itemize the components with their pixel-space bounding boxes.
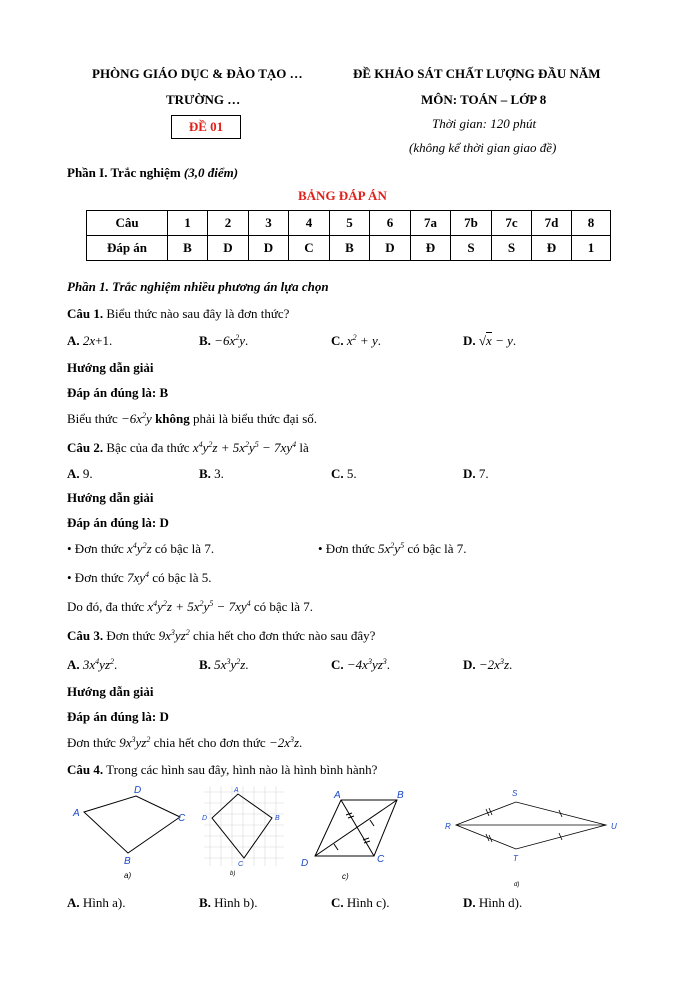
- figure-b: [198, 782, 288, 878]
- q3-stem: Câu 3. Đơn thức $9x^3yz^2$ chia hết cho đơn thức nào sau đây?: [67, 628, 376, 643]
- table-cell: 7c: [492, 211, 532, 236]
- answer-table-title: BẢNG ĐÁP ÁN: [298, 188, 387, 203]
- q1-guide-heading: Hướng dẫn giải: [67, 360, 154, 375]
- table-cell: Câu: [87, 211, 168, 236]
- figure-caption: a): [124, 871, 132, 880]
- q2-bullet-3: • Đơn thức $7xy^4$ có bậc là 5.: [67, 570, 212, 585]
- q2-bullet-2: • Đơn thức $5x^2y^5$ có bậc là 7.: [318, 541, 467, 556]
- table-cell: 5: [330, 211, 370, 236]
- table-cell: S: [451, 236, 492, 261]
- q2-conclusion: Do đó, đa thức $x^4y^2z + 5x^2y^5 - 7xy^4$ có bậc là 7.: [67, 599, 314, 614]
- table-cell: 7b: [451, 211, 492, 236]
- vertex-label: C: [178, 813, 186, 824]
- q1-option-d: D. √x − y.: [463, 333, 517, 348]
- table-cell: 2: [208, 211, 249, 236]
- q2-correct-answer: Đáp án đúng là: D: [67, 515, 169, 530]
- table-cell: 1: [168, 211, 208, 236]
- table-cell: D: [370, 236, 411, 261]
- figure-c: [294, 782, 414, 882]
- header-time: Thời gian: 120 phút: [432, 116, 537, 131]
- q1-option-b: B. $-6x^2y$.: [199, 333, 249, 348]
- exam-code-box: ĐỀ 01: [171, 115, 241, 139]
- vertex-label: S: [512, 789, 518, 798]
- header-time-note: (không kể thời gian giao đề): [409, 140, 557, 155]
- q2-bullet-1: • Đơn thức $x^4y^2z$ có bậc là 7.: [67, 541, 215, 556]
- vertex-label: B: [124, 856, 131, 867]
- q1-correct-answer: Đáp án đúng là: B: [67, 385, 169, 400]
- figure-d: [440, 782, 630, 892]
- vertex-label: A: [73, 808, 80, 819]
- vertex-label: C: [377, 854, 385, 865]
- table-cell: 7d: [532, 211, 572, 236]
- q3-explanation: Đơn thức $9x^3yz^2$ chia hết cho đơn thức $-2x^3z$.: [67, 735, 303, 750]
- vertex-label: A: [334, 790, 341, 801]
- table-cell: Đ: [532, 236, 572, 261]
- q2-option-d: D. 7.: [463, 466, 489, 481]
- q3-option-c: C. $-4x^3yz^3$.: [331, 657, 391, 672]
- quadrilateral-a: [84, 796, 180, 853]
- table-cell: D: [208, 236, 249, 261]
- q2-guide-heading: Hướng dẫn giải: [67, 490, 154, 505]
- q3-option-d: D. $-2x^3z$.: [463, 657, 513, 672]
- vertex-label: T: [513, 854, 518, 863]
- vertex-label: R: [445, 822, 451, 831]
- q1-option-a: A. 2x+1.: [67, 333, 113, 348]
- vertex-label: B: [275, 815, 280, 822]
- q4-option-b: B. Hình b).: [199, 895, 258, 910]
- table-cell: 6: [370, 211, 411, 236]
- q1-stem: Câu 1. Biểu thức nào sau đây là đơn thức?: [67, 306, 290, 321]
- vertex-label: C: [238, 861, 244, 868]
- header-department: PHÒNG GIÁO DỤC & ĐÀO TẠO …: [92, 66, 303, 81]
- q3-correct-answer: Đáp án đúng là: D: [67, 709, 169, 724]
- vertex-label: D: [134, 785, 142, 796]
- q1-explanation: Biểu thức $-6x^2y$ không phải là biểu thức đại số.: [67, 411, 318, 426]
- header-exam-title: ĐỀ KHẢO SÁT CHẤT LƯỢNG ĐẦU NĂM: [353, 66, 601, 81]
- table-cell: 8: [572, 211, 611, 236]
- vertex-label: D: [202, 815, 208, 822]
- table-cell: D: [249, 236, 289, 261]
- table-cell: 1: [572, 236, 611, 261]
- q4-option-c: C. Hình c).: [331, 895, 390, 910]
- answer-table-header-row: [87, 211, 611, 236]
- table-cell: C: [289, 236, 330, 261]
- vertex-label: A: [234, 787, 239, 794]
- q1-option-c: C. $x^2 + y$.: [331, 333, 381, 348]
- vertex-label: B: [397, 790, 404, 801]
- header-school: TRƯỜNG …: [166, 92, 241, 107]
- table-cell: Đáp án: [87, 236, 168, 261]
- figure-caption: b): [230, 871, 236, 877]
- q2-option-a: A. 9.: [67, 466, 93, 481]
- figure-caption: c): [342, 872, 349, 881]
- table-cell: 7a: [411, 211, 451, 236]
- q3-guide-heading: Hướng dẫn giải: [67, 684, 154, 699]
- vertex-label: U: [611, 822, 617, 831]
- table-cell: Đ: [411, 236, 451, 261]
- part1-title: Phần I. Trắc nghiệm (3,0 điểm): [67, 165, 239, 180]
- q3-option-a: A. $3x^4yz^2$.: [67, 657, 118, 672]
- q2-stem: Câu 2. Bậc của đa thức $x^4y^2z + 5x^2y^5 - 7xy^4$ là: [67, 440, 309, 455]
- answer-table-answer-row: [87, 236, 611, 261]
- q4-option-d: D. Hình d).: [463, 895, 523, 910]
- q2-option-b: B. 3.: [199, 466, 224, 481]
- table-cell: B: [168, 236, 208, 261]
- quadrilateral-d: [456, 802, 606, 849]
- vertex-label: D: [301, 858, 309, 869]
- table-cell: 3: [249, 211, 289, 236]
- part1-subtitle: Phần 1. Trắc nghiệm nhiều phương án lựa chọn: [67, 279, 329, 294]
- table-cell: 4: [289, 211, 330, 236]
- q3-option-b: B. $5x^3y^2z$.: [199, 657, 249, 672]
- header-subject: MÔN: TOÁN – LỚP 8: [421, 92, 547, 107]
- q2-option-c: C. 5.: [331, 466, 357, 481]
- figure-a: [68, 782, 193, 882]
- answer-table: [86, 210, 611, 261]
- q4-option-a: A. Hình a).: [67, 895, 126, 910]
- q4-stem: Câu 4. Trong các hình sau đây, hình nào là hình bình hành?: [67, 762, 378, 777]
- table-cell: B: [330, 236, 370, 261]
- figure-caption: d): [514, 882, 520, 888]
- table-cell: S: [492, 236, 532, 261]
